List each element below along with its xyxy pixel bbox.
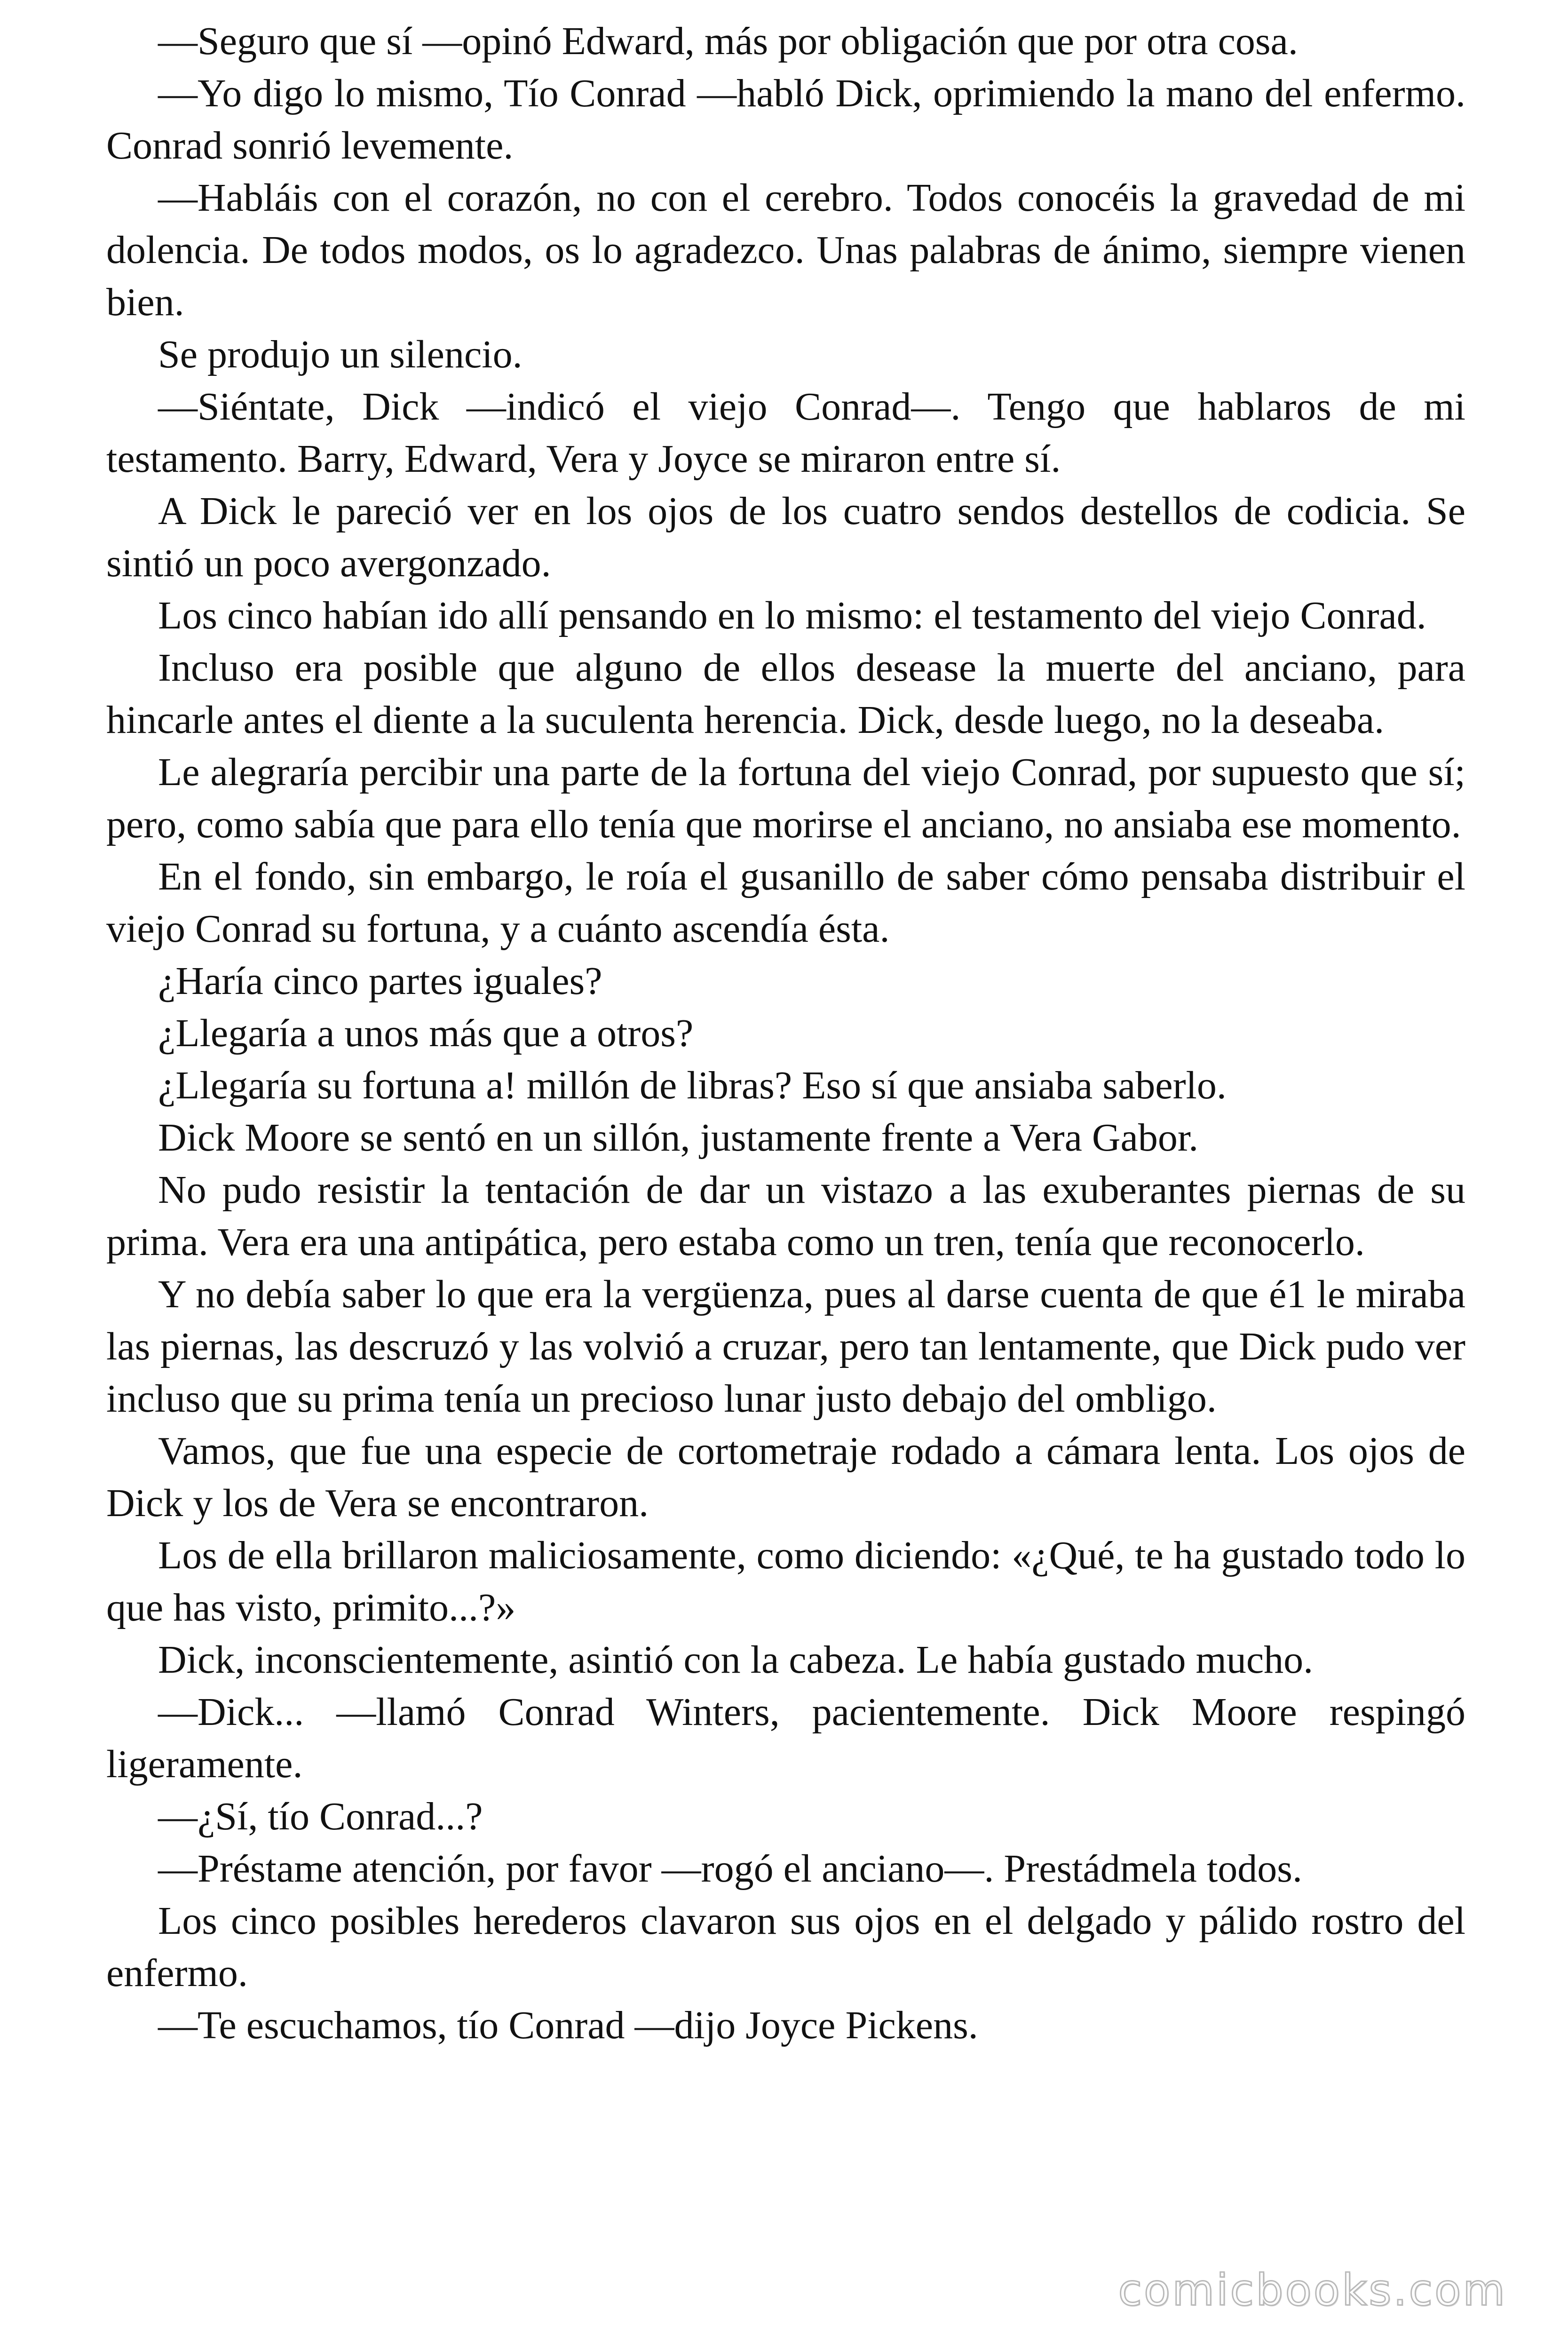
- paragraph: —Préstame atención, por favor —rogó el anciano—. Prestádmela todos.: [158, 1847, 1302, 1891]
- paragraph: Dick, inconscientemente, asintió con la cabeza. Le había gustado mucho.: [158, 1638, 1314, 1682]
- paragraph: A Dick le pareció ver en los ojos de los cuatro sendos destellos de codicia. Se sintió un poco avergonzado.: [106, 489, 1465, 585]
- paragraph: Los cinco habían ido allí pensando en lo mismo: el testamento del viejo Conrad.: [158, 594, 1426, 637]
- paragraph: Incluso era posible que alguno de ellos desease la muerte del anciano, para hincarle antes el diente a la suculenta herencia. Dick, desde luego, no la deseaba.: [106, 646, 1465, 742]
- paragraph: —Seguro que sí —opinó Edward, más por obligación que por otra cosa.: [158, 19, 1298, 63]
- paragraph: Y no debía saber lo que era la vergüenza, pues al darse cuenta de que é1 le miraba las piernas, las descruzó y las volvió a cruzar, pero tan lentamente, que Dick pudo ver incluso que su prima tenía un precioso lunar justo debajo del ombligo.: [106, 1272, 1465, 1421]
- paragraph: —Yo digo lo mismo, Tío Conrad —habló Dick, oprimiendo la mano del enfermo. Conrad sonrió levemente.: [106, 72, 1465, 167]
- watermark: comicbooks.com: [1118, 2265, 1507, 2315]
- paragraph: Los de ella brillaron maliciosamente, como diciendo: «¿Qué, te ha gustado todo lo que has visto, primito...?»: [106, 1534, 1465, 1629]
- paragraph: En el fondo, sin embargo, le roía el gusanillo de saber cómo pensaba distribuir el viejo Conrad su fortuna, y a cuánto ascendía ésta.: [106, 855, 1465, 951]
- paragraph: Dick Moore se sentó en un sillón, justamente frente a Vera Gabor.: [158, 1116, 1199, 1160]
- paragraph: Se produjo un silencio.: [158, 333, 523, 376]
- paragraph: ¿Llegaría su fortuna a! millón de libras? Eso sí que ansiaba saberlo.: [158, 1064, 1227, 1107]
- paragraph: —Dick... —llamó Conrad Winters, pacientemente. Dick Moore respingó ligeramente.: [106, 1690, 1465, 1786]
- paragraph: ¿Llegaría a unos más que a otros?: [158, 1011, 694, 1055]
- paragraph: ¿Haría cinco partes iguales?: [158, 959, 602, 1003]
- page-body: [106, 15, 1465, 2311]
- paragraph: Le alegraría percibir una parte de la fortuna del viejo Conrad, por supuesto que sí; pero, como sabía que para ello tenía que morirse el anciano, no ansiaba ese momento.: [106, 750, 1465, 846]
- paragraph: —Siéntate, Dick —indicó el viejo Conrad—. Tengo que hablaros de mi testamento. Barry, Edward, Vera y Joyce se miraron entre sí.: [106, 385, 1465, 481]
- paragraph: —¿Sí, tío Conrad...?: [158, 1795, 483, 1838]
- paragraph: Los cinco posibles herederos clavaron sus ojos en el delgado y pálido rostro del enfermo.: [106, 1899, 1465, 1995]
- paragraph: —Te escuchamos, tío Conrad —dijo Joyce Pickens.: [158, 2003, 978, 2047]
- paragraph: —Habláis con el corazón, no con el cerebro. Todos conocéis la gravedad de mi dolencia. De todos modos, os lo agradezco. Unas palabras de ánimo, siempre vienen bien.: [106, 176, 1465, 324]
- paragraph: No pudo resistir la tentación de dar un vistazo a las exuberantes piernas de su prima. Vera era una antipática, pero estaba como un tren, tenía que reconocerlo.: [106, 1168, 1465, 1264]
- paragraph: Vamos, que fue una especie de cortometraje rodado a cámara lenta. Los ojos de Dick y los de Vera se encontraron.: [106, 1429, 1465, 1525]
